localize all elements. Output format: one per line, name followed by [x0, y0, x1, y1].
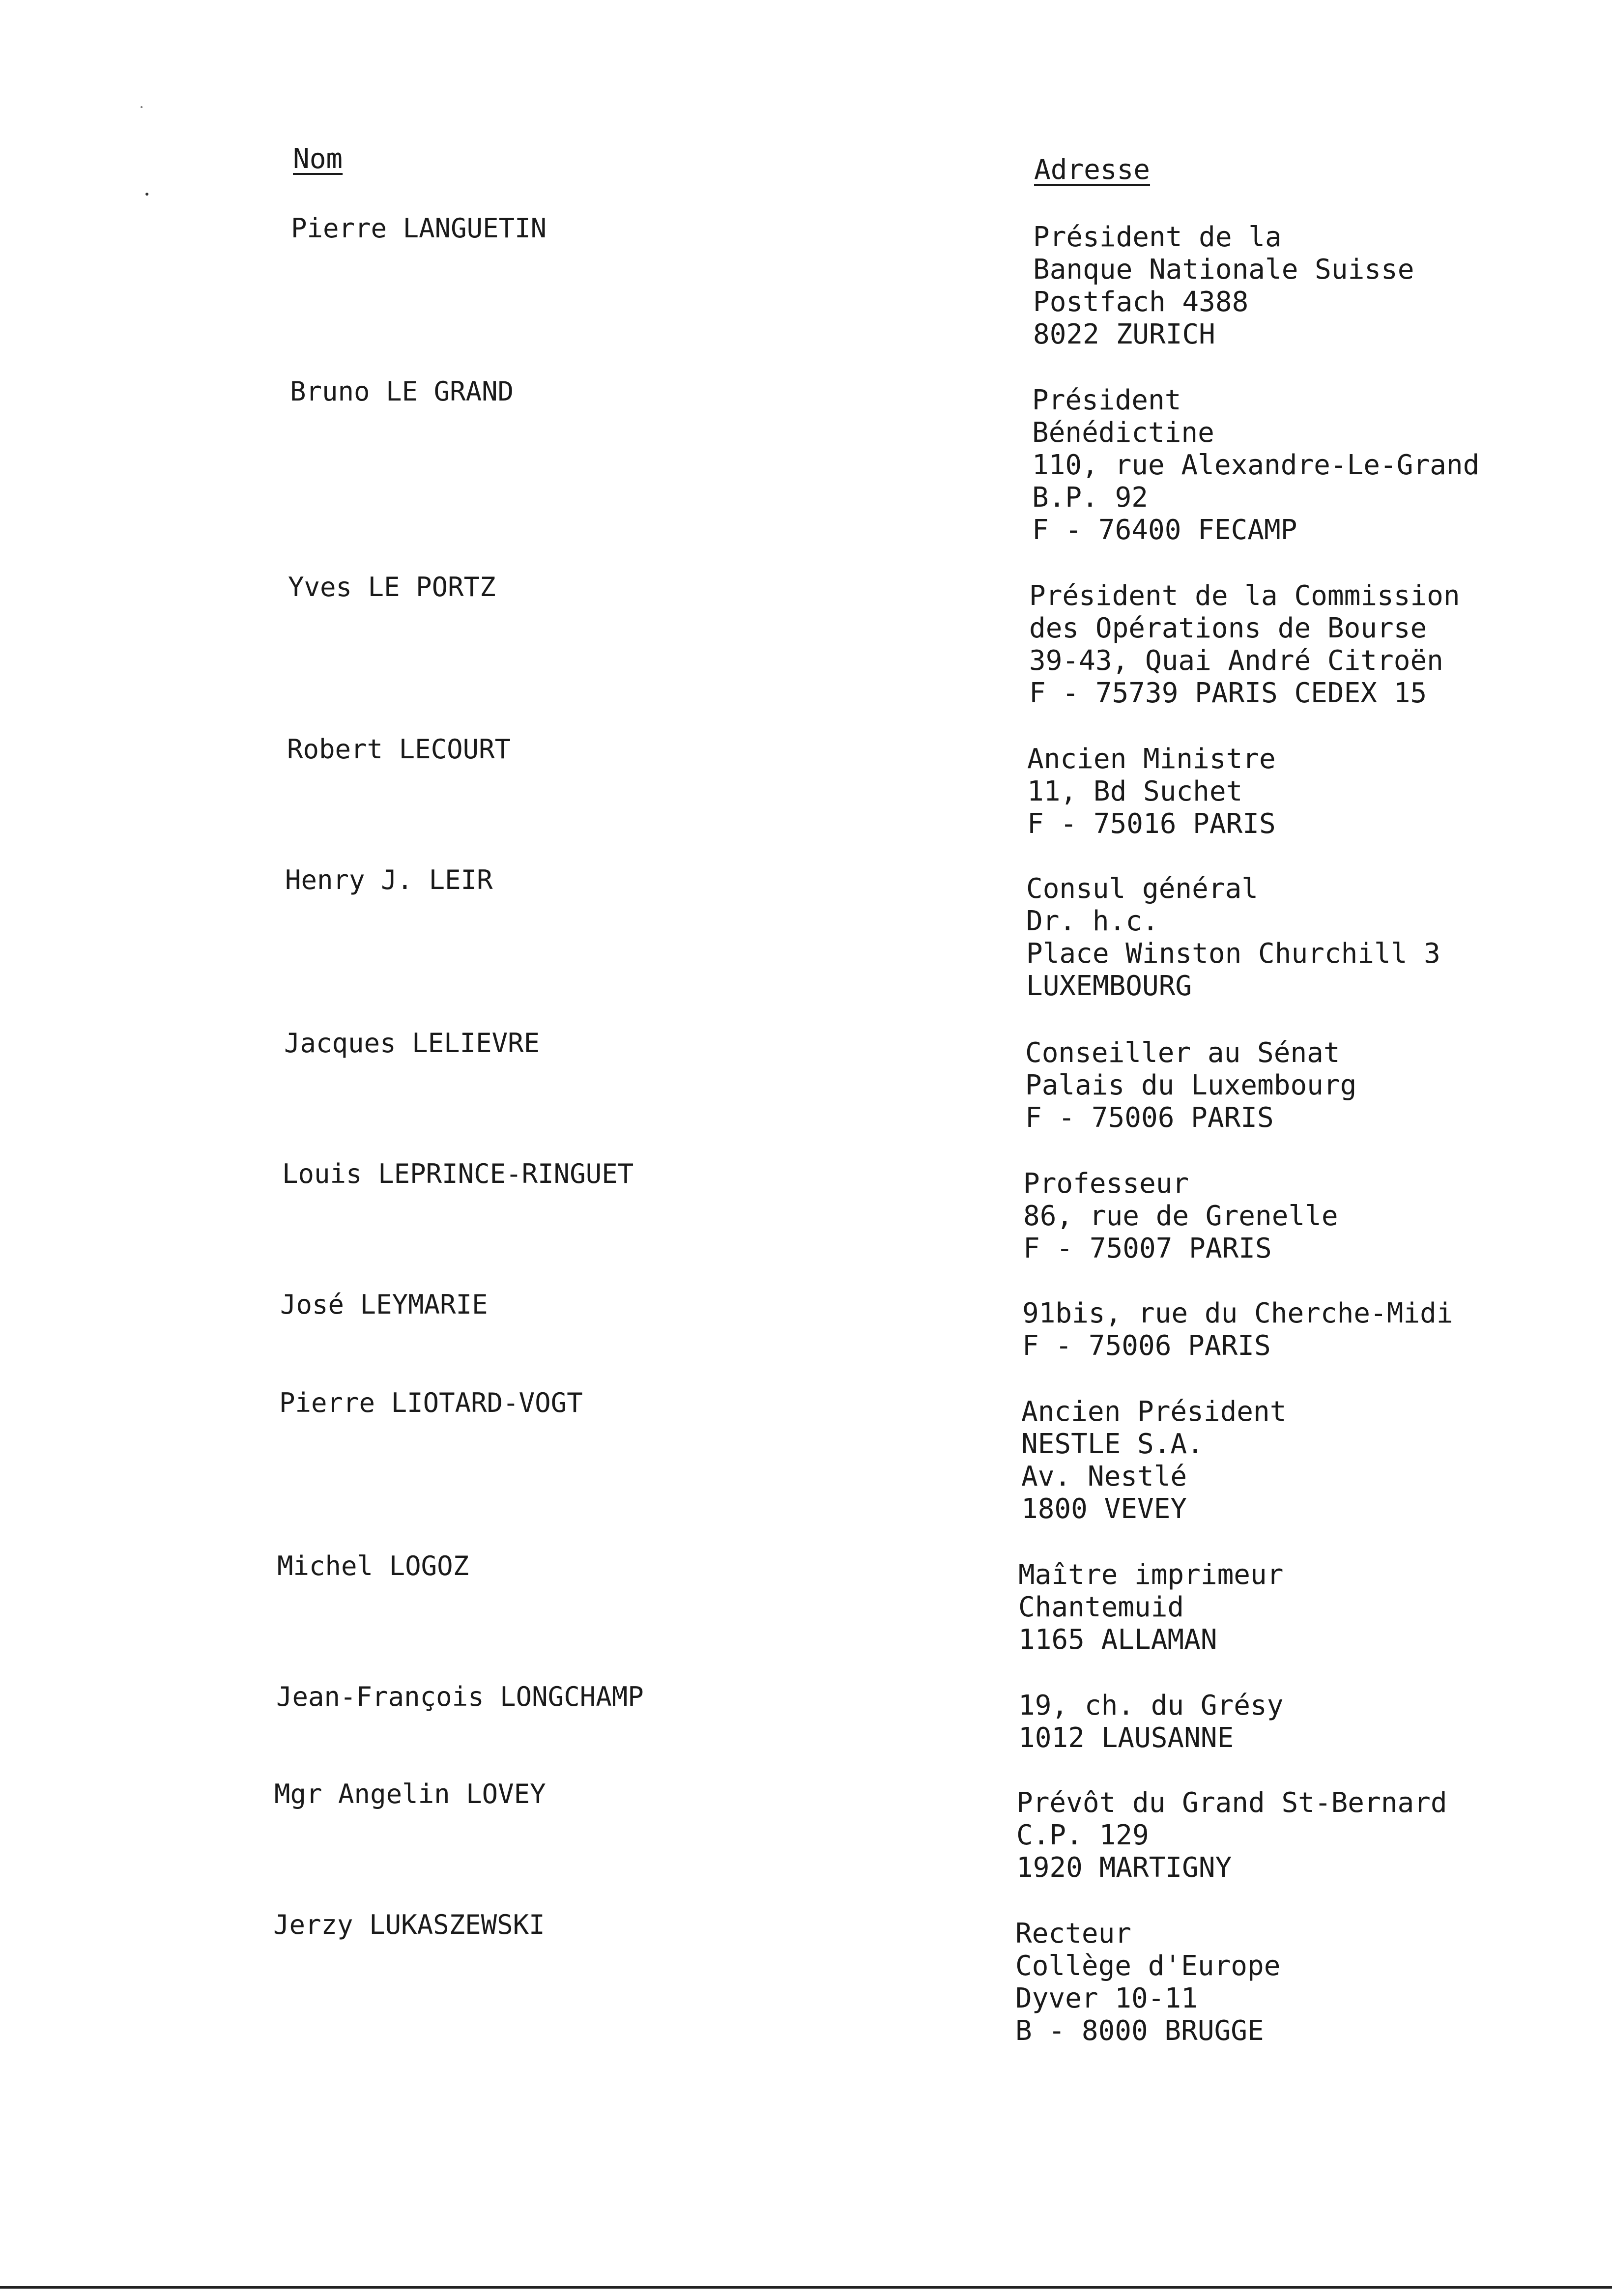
address-line: Bénédictine	[1032, 417, 1214, 449]
entry-address	[1015, 1918, 1280, 2047]
address-line: F - 75007 PARIS	[1023, 1233, 1272, 1264]
address-line: F - 75739 PARIS CEDEX 15	[1029, 677, 1427, 709]
entry-name: Jacques LELIEVRE	[284, 1028, 540, 1059]
address-line: Chantemuid	[1018, 1591, 1184, 1623]
address-line: 1920 MARTIGNY	[1016, 1852, 1232, 1884]
entry-name: Louis LEPRINCE-RINGUET	[282, 1158, 634, 1189]
address-line: Dyver 10-11	[1015, 1982, 1198, 2014]
name-column-header: Nom	[293, 143, 343, 175]
address-line: Collège d'Europe	[1015, 1950, 1281, 1982]
address-line: Place Winston Churchill 3	[1026, 938, 1440, 970]
address-line: Dr. h.c.	[1026, 905, 1159, 937]
address-line: 19, ch. du Grésy	[1018, 1690, 1284, 1722]
address-line: 91bis, rue du Cherche-Midi	[1022, 1297, 1453, 1329]
entry-address	[1025, 1037, 1356, 1134]
address-line: Ancien Président	[1021, 1396, 1287, 1428]
entry-address	[1027, 743, 1276, 840]
entry-address	[1023, 1168, 1338, 1265]
address-line: 110, rue Alexandre-Le-Grand	[1032, 449, 1480, 481]
address-line: Président	[1032, 384, 1181, 416]
address-line: F - 75016 PARIS	[1027, 808, 1276, 840]
address-line: 86, rue de Grenelle	[1023, 1200, 1338, 1232]
address-line: NESTLE S.A.	[1021, 1428, 1204, 1460]
entry-address	[1026, 873, 1440, 1003]
address-line: B.P. 92	[1032, 482, 1149, 514]
entry-name: Bruno LE GRAND	[290, 376, 514, 407]
address-line: Av. Nestlé	[1021, 1461, 1187, 1492]
address-line: Président de la Commission	[1029, 580, 1460, 612]
address-line: F - 76400 FECAMP	[1032, 514, 1297, 546]
address-line: Prévôt du Grand St-Bernard	[1016, 1787, 1447, 1819]
entry-address	[1022, 1297, 1453, 1362]
address-line: 1800 VEVEY	[1021, 1493, 1187, 1525]
address-line: 11, Bd Suchet	[1027, 775, 1243, 807]
address-line: Consul général	[1026, 873, 1259, 905]
entry-name: Jerzy LUKASZEWSKI	[273, 1909, 545, 1940]
entry-name: José LEYMARIE	[280, 1289, 488, 1320]
address-line: Postfach 4388	[1033, 286, 1249, 318]
address-line: Ancien Ministre	[1027, 743, 1276, 775]
entry-name: Michel LOGOZ	[277, 1550, 469, 1581]
address-line: 8022 ZURICH	[1033, 318, 1215, 350]
entry-address	[1033, 221, 1414, 351]
address-line: Palais du Luxembourg	[1025, 1069, 1357, 1101]
scan-speck	[141, 106, 143, 108]
entry-name: Jean-François LONGCHAMP	[276, 1681, 644, 1712]
entry-address	[1018, 1690, 1283, 1754]
entry-name: Mgr Angelin LOVEY	[274, 1779, 546, 1809]
entry-address	[1018, 1559, 1283, 1656]
entry-address	[1016, 1787, 1447, 1884]
entry-name: Robert LECOURT	[287, 734, 511, 765]
address-line: Banque Nationale Suisse	[1033, 254, 1414, 286]
entry-name: Yves LE PORTZ	[288, 572, 496, 603]
bottom-rule	[0, 2286, 1612, 2289]
address-line: Recteur	[1015, 1918, 1132, 1950]
address-line: des Opérations de Bourse	[1029, 612, 1427, 644]
address-column-header: Adresse	[1034, 154, 1151, 186]
entry-address	[1021, 1396, 1286, 1525]
address-line: Professeur	[1023, 1168, 1189, 1200]
address-line: C.P. 129	[1016, 1819, 1149, 1851]
address-line: 1165 ALLAMAN	[1018, 1624, 1217, 1656]
address-line: 1012 LAUSANNE	[1018, 1722, 1234, 1754]
address-line: F - 75006 PARIS	[1025, 1102, 1274, 1134]
address-line: Conseiller au Sénat	[1025, 1037, 1340, 1069]
scan-speck	[145, 193, 148, 196]
address-line: F - 75006 PARIS	[1022, 1330, 1271, 1362]
entry-name: Henry J. LEIR	[285, 864, 493, 895]
entry-name: Pierre LANGUETIN	[291, 213, 547, 244]
address-line: 39-43, Quai André Citroën	[1029, 645, 1443, 677]
entry-address	[1029, 580, 1460, 710]
address-line: Président de la	[1033, 221, 1282, 253]
entry-name: Pierre LIOTARD-VOGT	[279, 1387, 583, 1418]
address-line: B - 8000 BRUGGE	[1015, 2015, 1264, 2047]
entry-address	[1032, 384, 1479, 546]
address-line: LUXEMBOURG	[1026, 970, 1192, 1002]
address-line: Maître imprimeur	[1018, 1559, 1284, 1591]
